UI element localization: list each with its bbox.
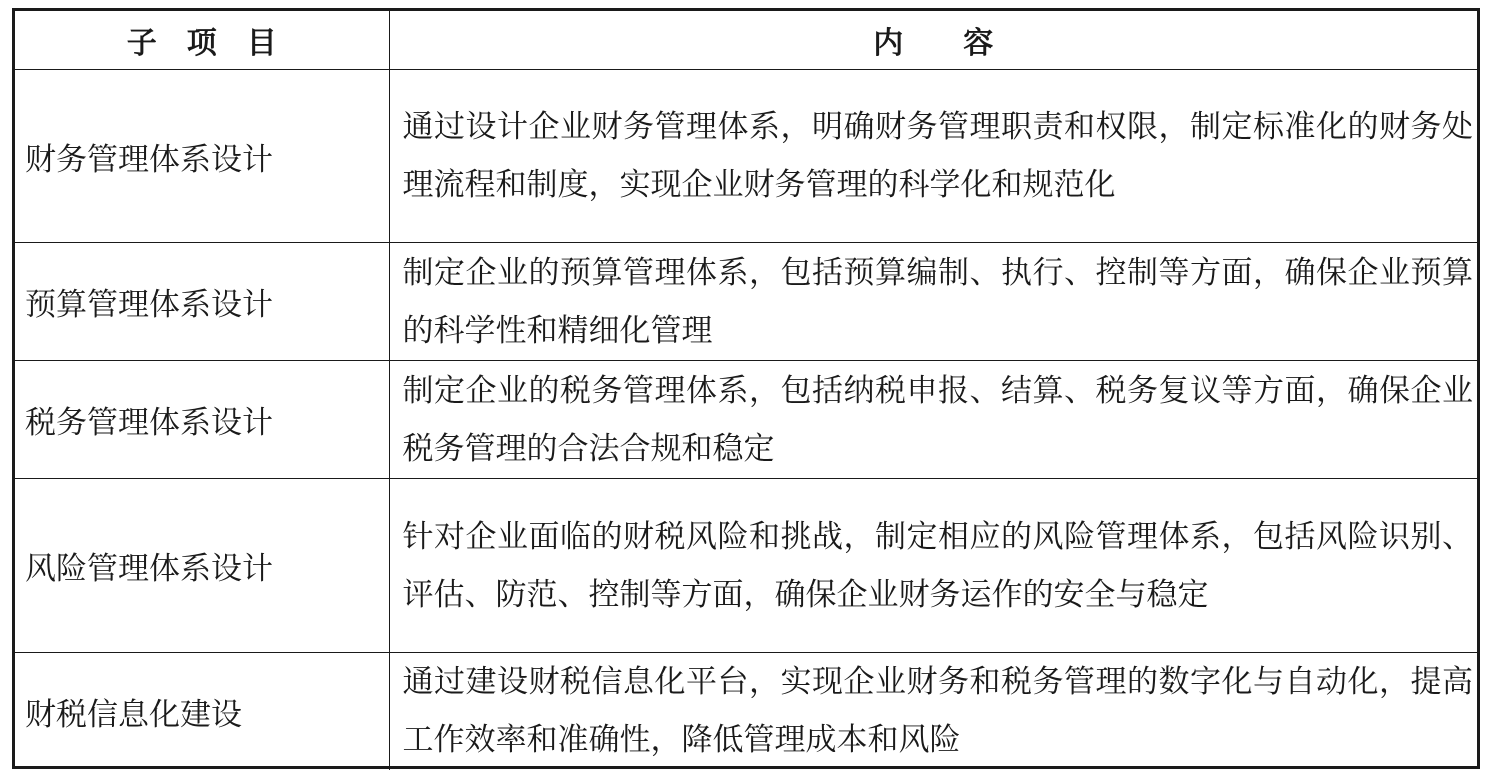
row-sub-item: 风险管理体系设计 [15,479,389,653]
header-row [15,11,1477,70]
row-content: 制定企业的预算管理体系，包括预算编制、执行、控制等方面，确保企业预算的科学性和精细化管理 [389,243,1477,361]
row-content: 通过设计企业财务管理体系，明确财务管理职责和权限，制定标准化的财务处理流程和制度，实现企业财务管理的科学化和规范化 [389,70,1477,243]
row-sub-item: 财务管理体系设计 [15,70,389,243]
row-sub-item: 预算管理体系设计 [15,243,389,361]
financial-system-table [12,8,1480,769]
row-sub-item: 财税信息化建设 [15,653,389,770]
row-sub-item: 税务管理体系设计 [15,361,389,479]
row-content: 制定企业的税务管理体系，包括纳税申报、结算、税务复议等方面，确保企业税务管理的合法合规和稳定 [389,361,1477,479]
table-row [15,70,1477,243]
header-sub-item: 子 项 目 [15,11,389,70]
table [15,11,1477,770]
row-content: 通过建设财税信息化平台，实现企业财务和税务管理的数字化与自动化，提高工作效率和准确性，降低管理成本和风险 [389,653,1477,770]
table-row [15,479,1477,653]
table-row [15,361,1477,479]
table-row [15,243,1477,361]
row-content: 针对企业面临的财税风险和挑战，制定相应的风险管理体系，包括风险识别、评估、防范、控制等方面，确保企业财务运作的安全与稳定 [389,479,1477,653]
table-row [15,653,1477,770]
header-content: 内 容 [389,11,1477,70]
